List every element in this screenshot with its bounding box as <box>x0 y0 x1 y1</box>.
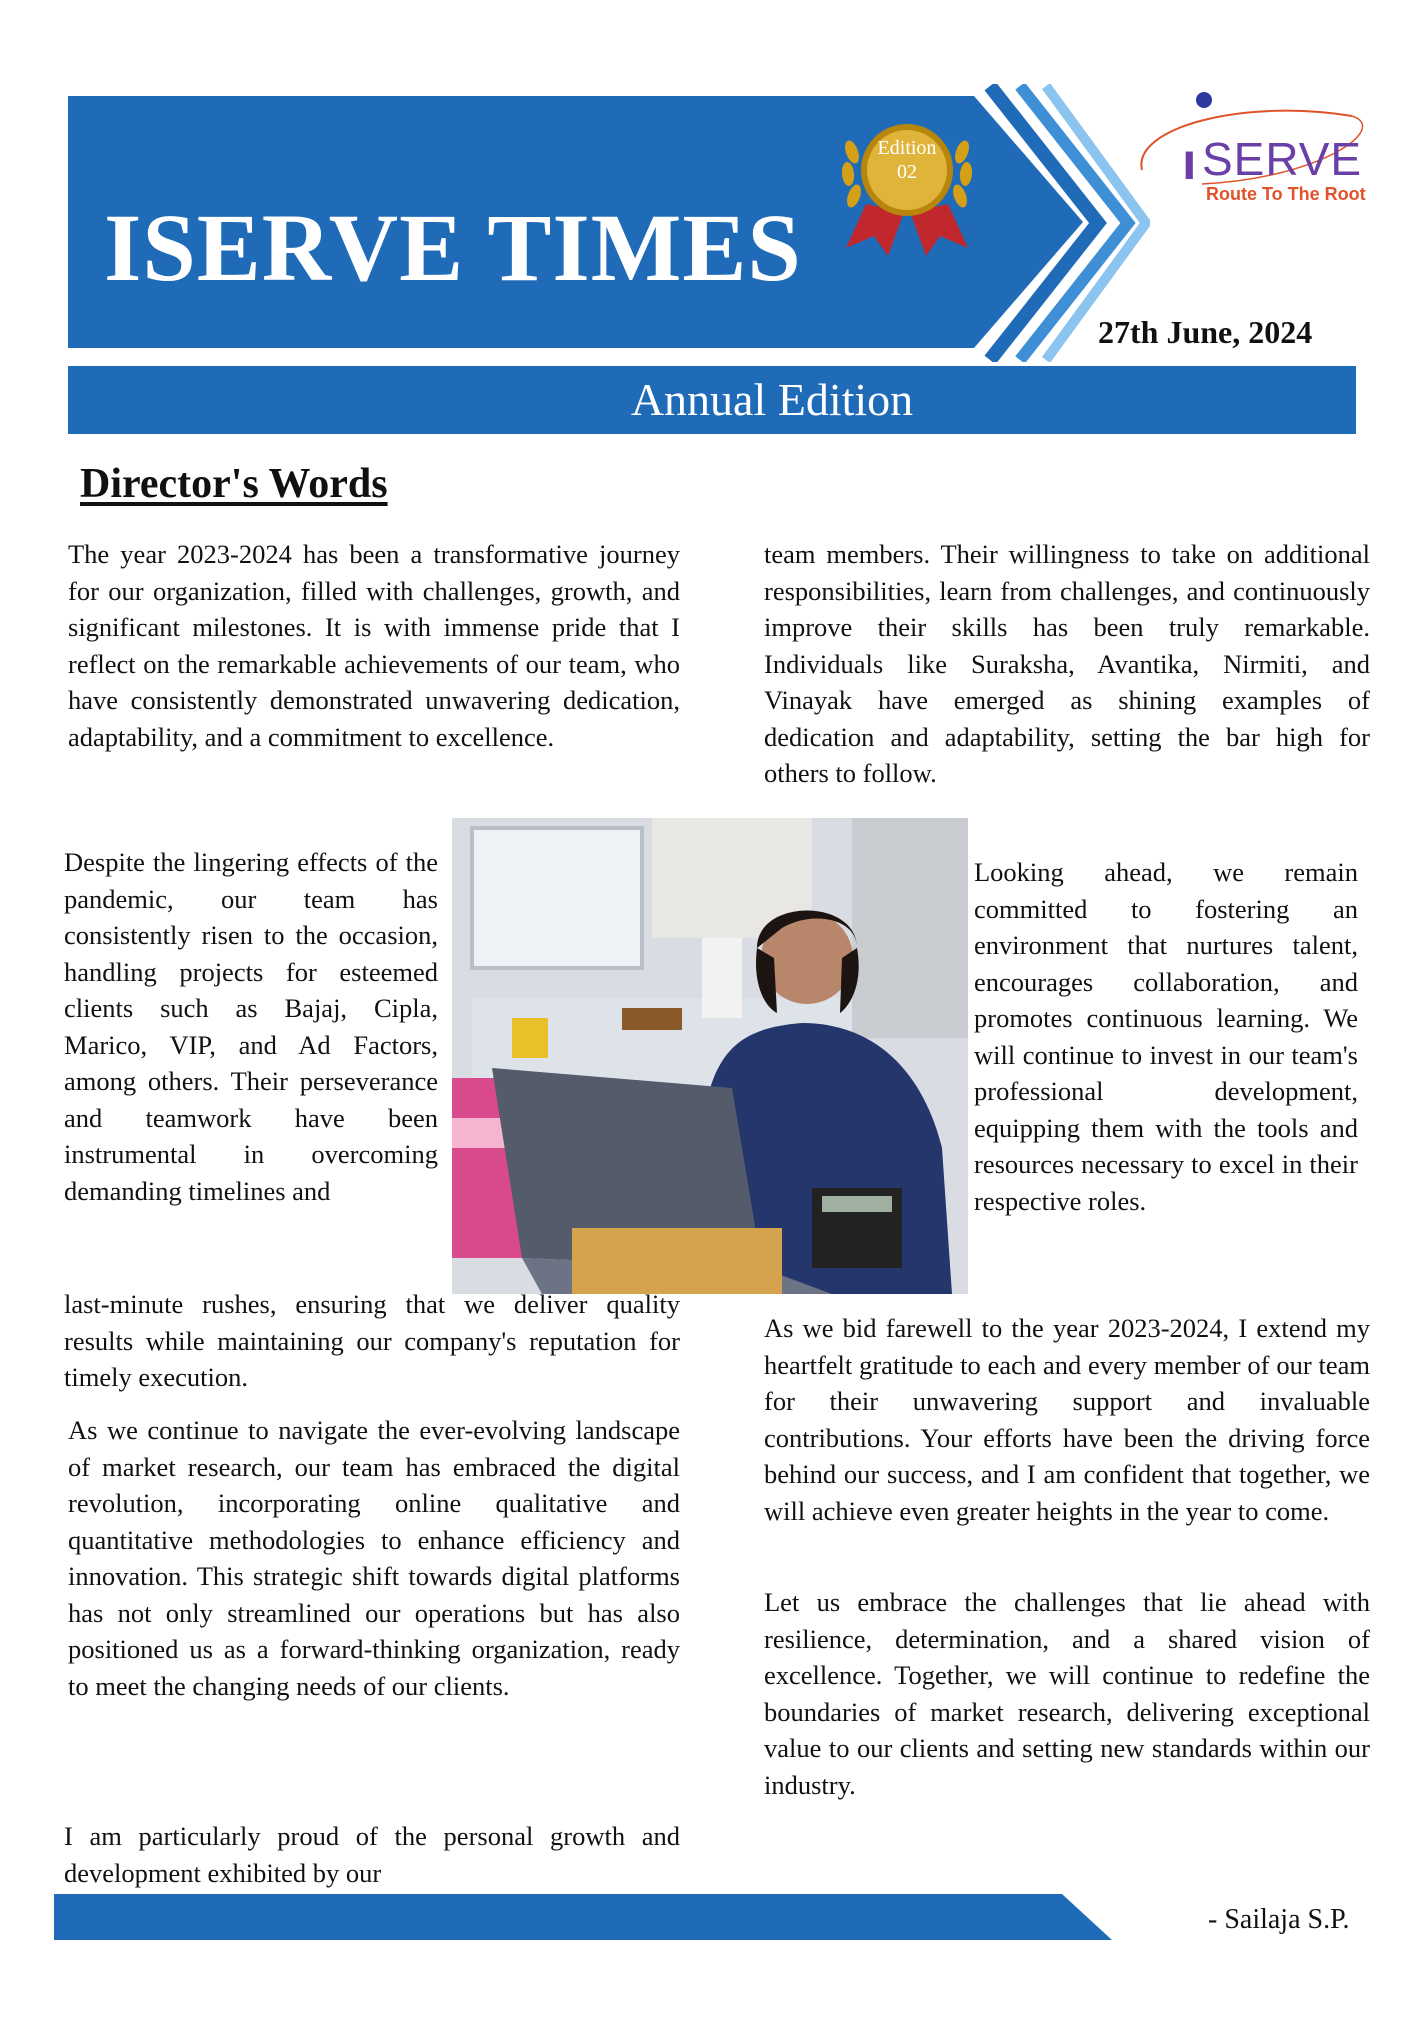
signature: - Sailaja S.P. <box>1208 1904 1350 1935</box>
edition-badge-label: Edition <box>877 137 937 159</box>
paragraph-team-members: team members. Their willingness to take on additional responsibilities, learn from challenges, and continuously improve their skills has been truly remarkable. Individuals like Suraksha, Avantika, Nirmiti, and Vinayak have emerged as shining examples of dedication and adaptability, setting the bar high for others to follow. <box>764 539 1370 788</box>
issue-date: 27th June, 2024 <box>1098 314 1313 350</box>
paragraph-farewell: As we bid farewell to the year 2023-2024, I extend my heartfelt gratitude to each and every member of our team for their unwavering support and invaluable contributions. Your efforts have been the driving force behind our success, and I am confident that together, we will achieve even greater heights in the year to come. <box>764 1313 1370 1526</box>
paragraph-proud: I am particularly proud of the personal growth and development exhibited by our <box>64 1821 680 1888</box>
logo-tagline: Route To The Root <box>1206 184 1366 204</box>
edition-badge-number: 02 <box>897 161 917 183</box>
logo-letter-i: ı <box>1182 133 1197 191</box>
newsletter-title: ISERVE TIMES <box>104 194 802 301</box>
director-photo <box>452 818 968 1294</box>
paragraph-digital: As we continue to navigate the ever-evolving landscape of market research, our team has embraced the digital revolution, incorporating online qualitative and quantitative methodologies to enhance efficiency and innovation. This strategic shift towards digital platforms has not only streamlined our operations but has also positioned us as a forward-thinking organization, ready to meet the changing needs of our clients. <box>68 1415 680 1701</box>
paragraph-embrace: Let us embrace the challenges that lie ahead with resilience, determination, and a shared vision of excellence. Together, we will continue to redefine the boundaries of market research, delivering exceptional value to our clients and setting new standards within our industry. <box>764 1587 1370 1800</box>
paragraph-pandemic: Despite the lingering effects of the pandemic, our team has consistently risen to the occasion, handling projects for esteemed clients such as Bajaj, Cipla, Marico, VIP, and Ad Factors, among others. Their perseverance and teamwork have been instrumental in overcoming demanding timelines and <box>64 847 438 1206</box>
paragraph-intro: The year 2023-2024 has been a transformative journey for our organization, filled with challenges, growth, and significant milestones. It is with immense pride that I reflect on the remarkable achievements of our team, who have consistently demonstrated unwavering dedication, adaptability, and a commitment to excellence. <box>68 539 680 752</box>
edition-bar <box>68 366 1356 434</box>
logo-name: SERVE <box>1202 133 1363 185</box>
section-title: Director's Words <box>80 461 388 507</box>
paragraph-looking-ahead: Looking ahead, we remain committed to fostering an environment that nurtures talent, encourages collaboration, and promotes continuous learning. We will continue to invest in our team's professional development, equipping them with the tools and resources necessary to excel in their respective roles. <box>974 857 1358 1216</box>
paragraph-last-minute: last-minute rushes, ensuring that we deliver quality results while maintaining our company's reputation for timely execution. <box>64 1289 680 1392</box>
footer-bar <box>54 1894 1112 1940</box>
edition-label: Annual Edition <box>630 374 914 425</box>
